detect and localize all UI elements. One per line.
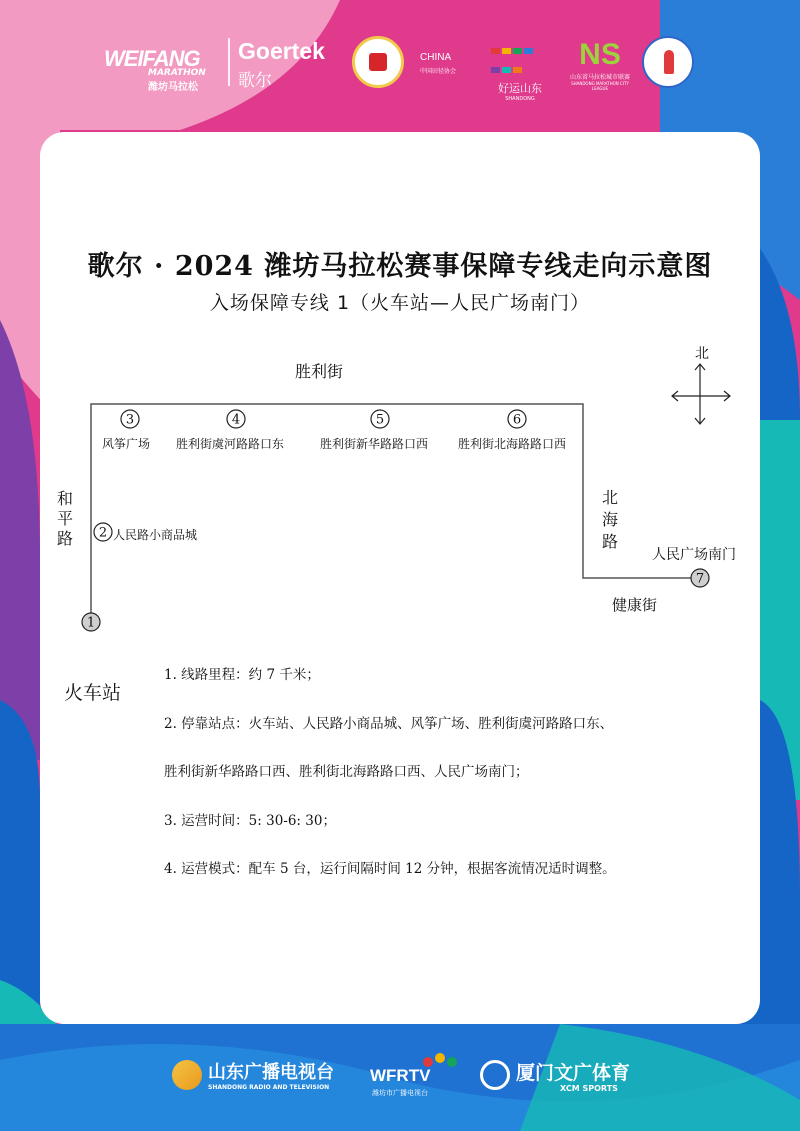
china-athletics-logo — [420, 38, 484, 88]
shandong-tv-cn: 山东广播电视台 — [208, 1062, 334, 1083]
page-subtitle: 入场保障专线 1（火车站—人民广场南门） — [209, 292, 591, 314]
china-logo-cn: 中国田径协会 — [420, 68, 457, 75]
logo-divider — [228, 38, 230, 86]
shandong-tv-en: SHANDONG RADIO AND TELEVISION — [208, 1084, 330, 1091]
street-label-right: 北海路 — [602, 488, 619, 551]
stop-label-2: 人民路小商品城 — [113, 528, 198, 542]
goertek-logo-cn: 歌尔 — [238, 71, 272, 91]
north-label: 北 — [695, 346, 709, 362]
weifang-logo-text: WEIFANG — [104, 46, 200, 71]
footer-logos — [0, 1048, 800, 1108]
wfrtv-en: WFRTV — [370, 1066, 431, 1085]
xiamen-sports-en: XCM SPORTS — [560, 1084, 618, 1093]
page-title: 歌尔 · 2024 潍坊马拉松赛事保障专线走向示意图 — [87, 251, 713, 282]
runner-emblem-icon — [642, 36, 694, 88]
content-card — [40, 132, 760, 1024]
xiamen-sports-cn: 厦门文广体育 — [516, 1062, 631, 1084]
header-logos — [0, 28, 800, 108]
shandong-tv-mark-icon — [172, 1060, 202, 1090]
compass-arrows-icon — [672, 364, 730, 424]
stop-number-2: 2 — [98, 525, 108, 541]
note-stops-cont: 胜利街新华路路口西、胜利街北海路路口西、人民广场南门； — [164, 764, 529, 780]
wfrtv-cn: 潍坊市广播电视台 — [372, 1089, 428, 1097]
street-label-left: 和平路 — [57, 489, 74, 548]
haoyun-shandong-logo — [490, 40, 550, 102]
route-notes — [164, 664, 724, 907]
stop-number-1: 1 — [86, 615, 96, 631]
goertek-logo-en: Goertek — [238, 38, 325, 64]
stop-number-4: 4 — [231, 412, 241, 428]
note-mileage: 1. 线路里程：约 7 千米； — [164, 667, 320, 683]
street-label-top: 胜利街 — [295, 362, 344, 381]
stop-label-3: 风筝广场 — [102, 437, 151, 451]
stop-number-6: 6 — [512, 412, 522, 428]
note-hours: 3. 运营时间：5: 30-6: 30； — [164, 812, 336, 829]
goertek-logo — [238, 38, 338, 91]
haoyun-logo-cn: 好运山东 — [498, 82, 542, 95]
stop-number-5: 5 — [375, 412, 385, 428]
street-label-bottom: 健康街 — [612, 596, 658, 614]
stop-label-5: 胜利街新华路路口西 — [320, 437, 429, 451]
stop-label-4: 胜利街虞河路路口东 — [176, 437, 285, 451]
weifang-logo-sub: MARATHON — [148, 68, 206, 78]
weifang-marathon-logo — [104, 36, 220, 93]
note-mode: 4. 运营模式：配车 5 台，运行间隔时间 12 分钟，根据客流情况适时调整。 — [164, 861, 616, 877]
league-logo-en: SHANDONG MARATHON CITY LEAGUE — [571, 81, 629, 91]
stop-label-6: 胜利街北海路路口西 — [458, 437, 567, 451]
stop-number-7: 7 — [695, 571, 705, 587]
stop-number-3: 3 — [125, 412, 135, 428]
weifang-logo-cn: 潍坊马拉松 — [148, 82, 198, 93]
league-mark-icon: NS — [579, 38, 621, 71]
athletics-association-emblem-icon — [352, 36, 404, 88]
haoyun-logo-en: SHANDONG — [505, 96, 535, 102]
league-logo-cn: 山东省马拉松城市联赛 — [569, 74, 630, 81]
note-stops: 2. 停靠站点：火车站、人民路小商品城、风筝广场、胜利街虞河路路口东、 — [164, 715, 614, 732]
stop-label-7: 人民广场南门 — [652, 547, 736, 563]
china-logo-en: CHINA — [420, 52, 452, 63]
station-label: 火车站 — [64, 682, 122, 704]
city-league-logo — [565, 40, 635, 92]
xiamen-sports-mark-icon — [480, 1060, 510, 1090]
